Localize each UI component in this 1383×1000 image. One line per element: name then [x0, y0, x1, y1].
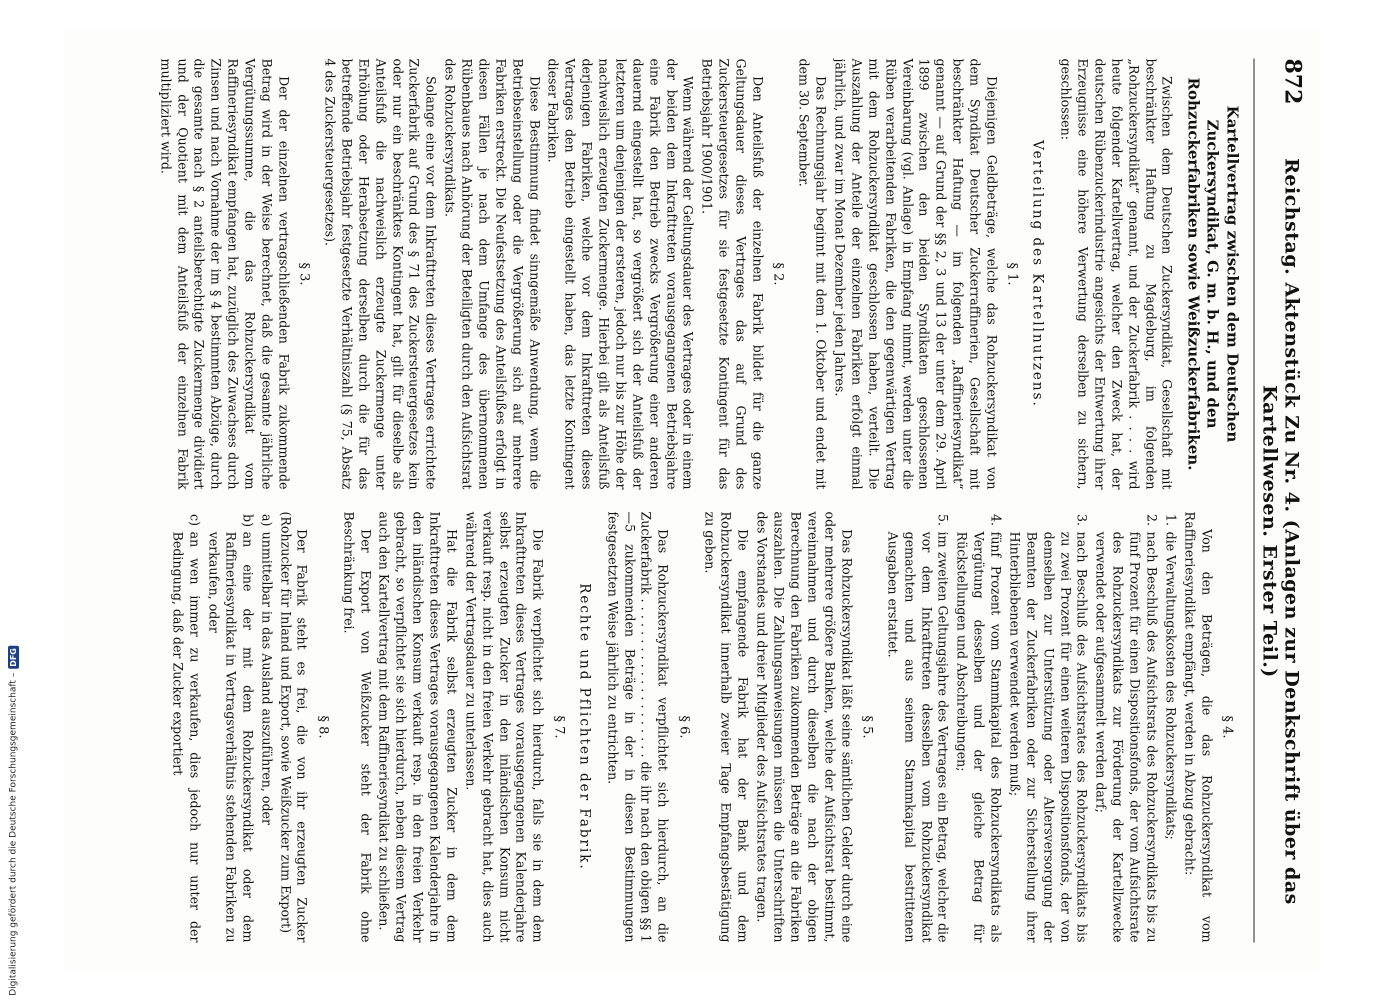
paragraph-3-text: Der der einzelnen vertragschließenden Fabrik zukommende Betrag wird in der Weise berechnet, daß die gesamte jährliche Vergütungssumme, die das Rohzuckersyndikat vom Raffineriesyndikat empfangen hat, zuzüglich des Zuwachses durch Zinsen und nach Vornahme der im § 4 bestimmten Abzüge, durch die gesamte nach § 2 anteilsberechtigte Zuckermenge dividiert und der Quotient mit dem Anteilsfuß der einzelnen Fabrik multipliziert wird. — [157, 58, 291, 489]
paragraph-number-5: § 5. — [858, 714, 874, 739]
document-page — [64, 30, 1319, 970]
credit-text: Digitalisierung gefördert durch die Deutsche Forschungsgemeinschaft – — [8, 672, 19, 996]
paragraph-number-2: § 2. — [770, 261, 786, 286]
paragraph-2-text-d: Solange eine vor dem Inkrafttreten dieses Vertrages errichtete Zuckerfabrik auf Grund des § 71 des Zuckersteuergesetzes kein oder nur ein beschränktes Kontingent hat, gilt für dieselbe als Anteilsfuß die nachweislich erzeugte Zuckermenge unter Erhöhung oder Herabsetzung derselben durch die für das betreffende Betriebsjahr festgesetzte Verhältniszahl (§ 75, Absatz 4 des Zuckersteuergesetzes). — [322, 58, 439, 489]
intro-paragraph: Zwischen dem Deutschen Zuckersyndikat, Gesellschaft mit beschränkter Haftung zu Magdeburg, im folgenden „Rohzuckersyndikat“ genannt, und der Zuckerfabrik . . . . wird heute folgender Kartellvertrag, welcher den Zweck hat, der deutschen Rübenzuckerindustrie angesichts der Entwertung ihrer Erzeugnisse eine höhere Verwertung derselben zu sichern, geschlossen: — [1058, 58, 1175, 489]
column-right — [63, 511, 1243, 942]
list-item: 1.die Verwaltungskosten des Rohzuckersyndikats; — [1162, 513, 1178, 840]
paragraph-5-text: Das Rohzuckersyndikat läßt seine sämtlichen Gelder durch eine oder mehrere größere Banken, welche der Aufsichtsrat bestimmt, vereinnahmen und durch dieselben die nach der obigen Berechnung den Fabriken zukommenden Beträge an die Fabriken auszahlen. Die Zahlungsanweisungen müssen die Unterschriften des Vorstandes und dreier Mitglieder des Aufsichtsrates tragen. — [754, 511, 854, 942]
paragraph-number-1: § 1. — [1004, 261, 1020, 286]
list-item: a)unmittelbar in das Ausland auszuführen, oder — [258, 513, 274, 825]
paragraph-8-text: Der Fabrik steht es frei, die von ihr erzeugten Zucker (Rohzucker für Inland und Export, sowie Weißzucker zum Export) — [277, 511, 310, 942]
list-item: 2.nach Beschluß des Aufsichtsrats des Rohzuckersyndikats bis zu fünf Prozent für einen Dispositionsfonds, der vom Aufsichtsrate des Rohzuckersyndikats zur Förderung der Kartellzwecke verwendet oder aufgesammelt werden darf; — [1093, 513, 1159, 942]
digitization-credit — [8, 646, 19, 996]
paragraph-number-4: § 4. — [1219, 714, 1234, 739]
paragraph-number-8: § 8. — [314, 714, 330, 739]
paragraph-6-text: Das Rohzuckersyndikat verpflichtet sich hierdurch, an die Zuckerfabrik . . . . . . . . . . . . . . . . . . . . die ihr nach den obigen §§ 1—5 zukommenden Beträge in der in diesen Bestimmungen festgesetzten Weise jährlich zu entrichten. — [604, 511, 671, 942]
list-item: 5.im zweiten Geltungsjahre des Vertrages ein Betrag, welcher die vor dem Inkrafttreten desselben vom Rohzuckersyndikat gemachten und aus seinem Stammkapital bestrittenen Ausgaben erstattet. — [884, 513, 951, 942]
paragraph-number-3: § 3. — [296, 261, 312, 286]
page-number: 872 — [1279, 58, 1305, 104]
paragraph-4-text: Von den Beträgen, die das Rohzuckersyndikat vom Raffineriesyndikat empfängt, werden in Abzug gebracht: — [1181, 511, 1214, 942]
page-header — [1253, 58, 1305, 942]
document-title: Kartellvertrag zwischen dem Deutschen Zuckersyndikat, G. m. b. H., und den Rohzuckerfabriken sowie Weißzuckerfabriken. — [1184, 77, 1241, 470]
list-item: c)an wen immer zu verkaufen, dies jedoch nur unter der Bedingung, daß der Zucker exportiert — [170, 513, 203, 942]
paragraph-7-text: Die Fabrik verpflichtet sich hierdurch, falls sie in dem dem Inkrafttreten dieses Vertrages vorausgegangenen Kalenderjahre selbst erzeugten Zucker in den inländischen Konsum nicht verkauft resp. nicht in den freien Verkehr gebracht hat, dies auch während der Vertragsdauer zu unterlassen. — [462, 511, 546, 942]
list-item: 3.nach Beschluß des Aufsichtsrates des Rohzuckersyndikats bis zu zwei Prozent für einen weiteren Dispositionsfonds, der von demselben zur Unterstützung oder Altersversorgung der Beamten der Zuckerfabriken oder zur Sicherstellung ihrer Hinterbliebenen verwendet werden muß; — [1006, 513, 1090, 942]
section-heading-verteilung: Verteilung des Kartellnutzens. — [1029, 139, 1046, 408]
dfg-logo: DFG — [9, 648, 18, 667]
paragraph-1-text: Diejenigen Geldbeträge, welche das Rohzuckersyndikat von dem Syndikat Deutscher Zuckerraffinerien, Gesellschaft mit beschränkter Haftung — im folgenden „Raffineriesyndikat“ genannt — auf Grund der §§ 2, 3 und 13 der unter dem 29. April 1899 zwischen den beiden Syndikaten geschlossenen Vereinbarung (vgl. Anlage) in Empfang nimmt, werden unter die Rüben verarbeitenden Fabriken, die den gegenwärtigen Vertrag mit dem Rohzuckersyndikat geschlossen haben, verteilt. Die Auszahlung der Anteile der einzelnen Fabriken erfolgt einmal jährlich, und zwar im Monat Dezember jeden Jahres. — [832, 58, 999, 489]
list-item: b)an eine der mit dem Rohzuckersyndikat oder dem Raffineriesyndikat in Vertragsverhältnis stehenden Fabriken zu verkaufen, oder — [206, 513, 255, 942]
running-head: Reichstag. Aktenstück Zu Nr. 4. (Anlagen zur Denkschrift über das Kartellwesen. Erster Teil.) — [1258, 157, 1302, 905]
paragraph-2-text-b: Wenn während der Geltungsdauer des Vertrages oder in einem der beiden dem Inkrafttreten vorausgegangenen Betriebsjahre eine Fabrik den Betrieb zwecks Vergrößerung einer anderen dauernd eingestellt hat, so vergrößert sich der Anteilsfuß der letzteren um denjenigen der ersteren, jedoch nur bis zur Höhe der nachweislich erzeugten Zuckermenge. Hierbei gilt als Anteilsfuß derjenigen Fabriken, welche vor dem Inkrafttreten dieses Vertrages den Betrieb eingestellt haben, das letzte Kontingent dieser Fabriken. — [545, 58, 696, 489]
text-columns — [63, 58, 1243, 942]
list-item: 4.fünf Prozent vom Stammkapital des Rohzuckersyndikats als Vergütung desselben und der gleiche Betrag für Rückstellungen und Abschreibungen; — [954, 513, 1004, 942]
paragraph-7-text-c: Der Export von Weißzucker steht der Fabrik ohne Beschränkung frei. — [340, 511, 373, 942]
paragraph-number-6: § 6. — [675, 714, 691, 739]
section-heading-rechte: Rechte und Pflichten der Fabrik. — [575, 582, 592, 871]
paragraph-2-text: Den Anteilsfuß der einzelnen Fabrik bildet für die ganze Geltungsdauer dieses Vertrages das auf Grund des Zuckersteuergesetzes für sie festgesetzte Kontingent für das Betriebsjahr 1900/1901. — [699, 58, 765, 489]
paragraph-1-text-b: Das Rechnungsjahr beginnt mit dem 1. Oktober und endet mit dem 30. September. — [796, 58, 829, 489]
column-left — [63, 58, 1243, 489]
paragraph-number-7: § 7. — [550, 714, 566, 739]
paragraph-5-text-b: Die empfangende Fabrik hat der Bank und dem Rohzuckersyndikat innerhalb zweier Tage Empfangsbestätigung zu geben. — [701, 511, 751, 942]
paragraph-2-text-c: Diese Bestimmung findet sinngemäße Anwendung, wenn die Betriebseinstellung oder die Vergrößerung sich auf mehrere Fabriken erstreckt. Die Neufestsetzung des Anteilsfußes erfolgt in diesen Fällen je nach dem Umfange des übernommenen Rübenbaues nach Anhörung der Beteiligten durch den Aufsichtsrat des Rohzuckersyndikats. — [442, 58, 542, 489]
paragraph-7-text-b: Hat die Fabrik selbst erzeugten Zucker in dem dem Inkrafttreten dieses Vertrages vorausgegangenen Kalenderjahre in den inländischen Konsum verkauft resp. in den freien Verkehr gebracht, so verpflichtet sie sich hierdurch, neben diesem Vertrag auch den Kartellvertrag mit dem Raffineriesyndikat zu schließen. — [376, 511, 459, 942]
